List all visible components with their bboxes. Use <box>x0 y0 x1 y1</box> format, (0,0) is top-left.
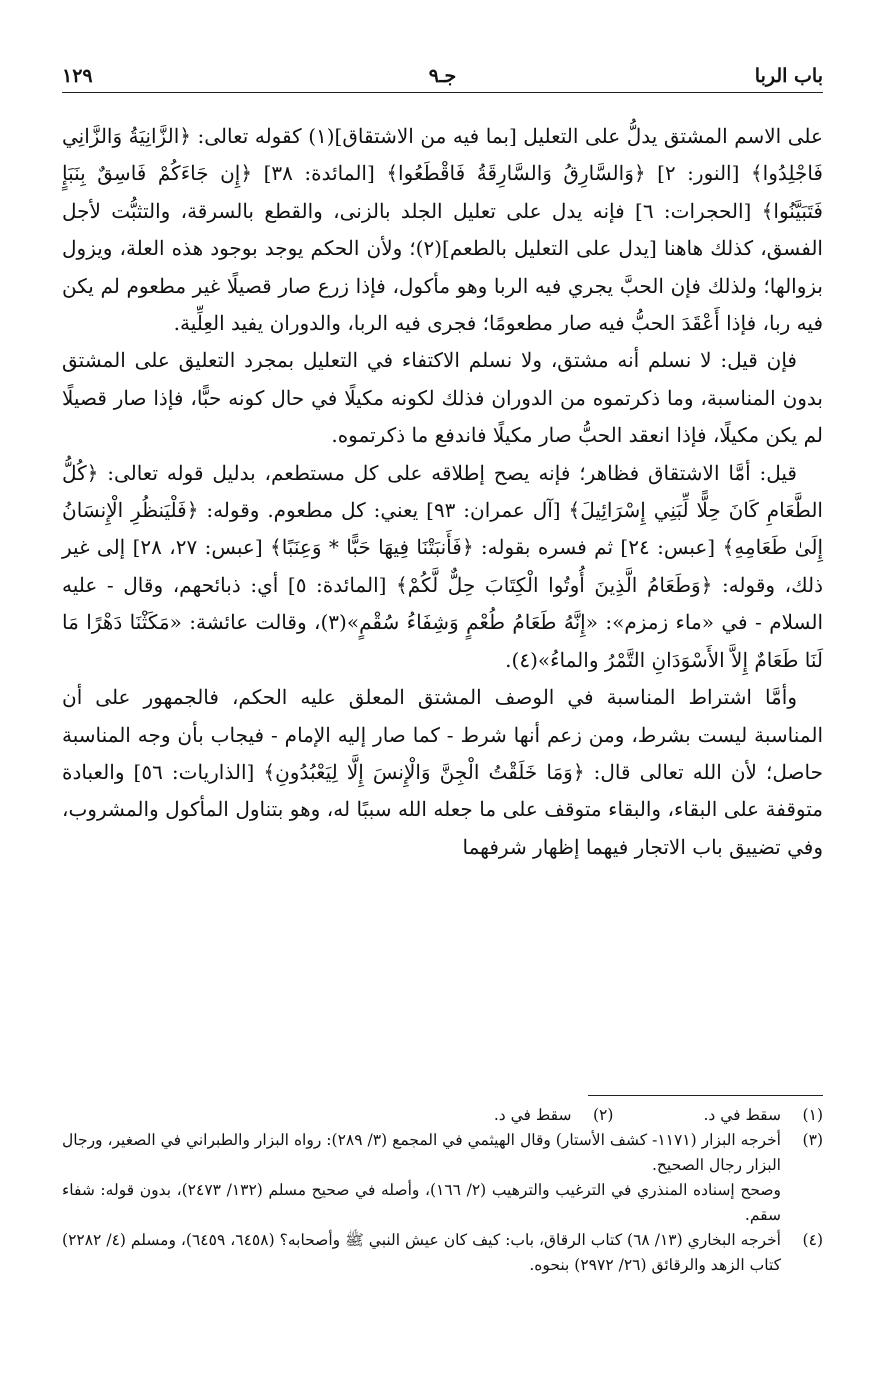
footnote-text: أخرجه البخاري (١٣/ ٦٨) كتاب الرقاق، باب: كيف كان عيش النبي ﷺ وأصحابه؟ (٦٤٥٨، ٦٤٥٩)، ومسلم (٤/ ٢٢٨٢) كتاب الزهد والرقائق (٢٦/ ٢٩٧٢) بنحوه. <box>62 1231 781 1274</box>
footnote-row <box>62 1228 823 1278</box>
footnote-text: سقط في د. <box>493 1106 572 1124</box>
volume-label: جـ٩ <box>428 65 457 87</box>
footnote-text: أخرجه البزار (١١٧١- كشف الأستار) وقال الهيثمي في المجمع (٣/ ٢٨٩): رواه البزار والطبراني في الصغير، ورجال البزار رجال الصحيح. <box>62 1131 781 1174</box>
paragraph: وأمَّا اشتراط المناسبة في الوصف المشتق المعلق عليه الحكم، فالجمهور على أن المناسبة ليست بشرط، ومن زعم أنها شرط - كما صار إليه الإمام - فيجاب بأن وجه المناسبة حاصل؛ لأن الله تعالى قال: ﴿وَمَا خَلَقْتُ الْجِنَّ وَالْإِنسَ إِلَّا لِيَعْبُدُونِ﴾ [الذاريات: ٥٦] والعبادة متوقفة على البقاء، والبقاء متوقف على ما جعله الله سببًا له، وهو بتناول المأكول والمشروب، وفي تضييق باب الاتجار فيهما إظهار شرفهما <box>62 685 823 859</box>
footnote-divider <box>588 1095 823 1096</box>
paragraph: قيل: أمَّا الاشتقاق فظاهر؛ فإنه يصح إطلاقه على كل مستطعم، بدليل قوله تعالى: ﴿كُلُّ الطَّعَامِ كَانَ حِلًّا لِّبَنِي إِسْرَائِيلَ﴾ [آل عمران: ٩٣] يعني: كل مطعوم. وقوله: ﴿فَلْيَنظُرِ الْإِنسَانُ إِلَىٰ طَعَامِهِ﴾ [عبس: ٢٤] ثم فسره بقوله: ﴿فَأَنبَتْنَا فِيهَا حَبًّا * وَعِنَبًا﴾ [عبس: ٢٧، ٢٨] إلى غير ذلك، وقوله: ﴿وَطَعَامُ الَّذِينَ أُوتُوا الْكِتَابَ حِلٌّ لَّكُمْ﴾ [المائدة: ٥] أي: ذبائحهم، وقال - عليه السلام - في «ماء زمزم»: «إِنَّهُ طَعَامُ طُعْمٍ وَشِفَاءُ سُقْمٍ»(٣)، وقالت عائشة: «مَكَثْنَا دَهْرًا مَا لَنَا طَعَامٌ إِلاَّ الأَسْوَدَانِ التَّمْرُ والماءُ»(٤). <box>62 460 824 672</box>
footnote-number: (١) <box>802 1106 823 1124</box>
footnote-continuation: وصحح إسناده المنذري في الترغيب والترهيب (٢/ ١٦٦)، وأصله في صحيح مسلم (١٣٢/ ٢٤٧٣)، بدون قوله: شفاء سقم. <box>62 1181 781 1224</box>
footnote-number: (٣) <box>802 1131 823 1149</box>
footnote-row <box>62 1103 823 1128</box>
page-number: ١٢٩ <box>62 65 93 87</box>
footnotes <box>62 1103 823 1278</box>
main-text <box>62 118 823 866</box>
running-header <box>62 60 823 93</box>
paragraph: على الاسم المشتق يدلُّ على التعليل [بما فيه من الاشتقاق](١) كقوله تعالى: ﴿الزَّانِيَةُ وَالزَّانِي فَاجْلِدُوا﴾ [النور: ٢] ﴿وَالسَّارِقُ وَالسَّارِقَةُ فَاقْطَعُوا﴾ [المائدة: ٣٨] ﴿إِن جَاءَكُمْ فَاسِقٌ بِنَبَإٍ فَتَبَيَّنُوا﴾ [الحجرات: ٦] فإنه يدل على تعليل الجلد بالزنى، والقطع بالسرقة، والتثبُّت لأجل الفسق، كذلك هاهنا [يدل على التعليل بالطعم](٢)؛ ولأن الحكم يوجد بوجود هذه العلة، ويزول بزوالها؛ ولذلك فإن الحبَّ يجري فيه الربا وهو مأكول، فإذا زرع صار قصيلًا غير مطعوم لم يكن فيه ربا، فإذا أَعْقَدَ الحبُّ فيه صار مطعومًا؛ فجرى فيه الربا، والدوران يفيد العِلِّية. <box>62 124 823 336</box>
footnote-text: سقط في د. <box>703 1106 781 1124</box>
paragraph: فإن قيل: لا نسلم أنه مشتق، ولا نسلم الاكتفاء في التعليل بمجرد التعليق على المشتق بدون المناسبة، وما ذكرتموه من الدوران فذلك لكونه مكيلًا في حال كونه حبًّا، فإذا صار قصيلًا لم يكن مكيلًا، فإذا انعقد الحبُّ صار مكيلًا فاندفع ما ذكرتموه. <box>62 348 824 448</box>
chapter-title: باب الربا <box>754 65 823 87</box>
footnote-number: (٢) <box>592 1106 614 1124</box>
footnote-row <box>62 1128 823 1178</box>
footnote-number: (٤) <box>802 1231 823 1249</box>
